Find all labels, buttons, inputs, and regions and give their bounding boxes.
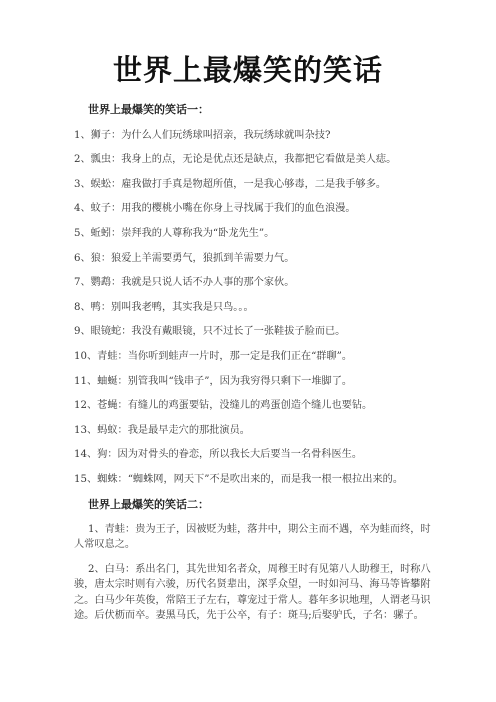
list-item: 12、苍蝇：有缝儿的鸡蛋要钻，没缝儿的鸡蛋创造个缝儿也要钻。 (74, 400, 373, 412)
list-item: 2、瓢虫：我身上的点，无论是优点还是缺点，我都把它看做是美人痣。 (74, 154, 397, 166)
list-item: 10、青蛙：当你听到蛙声一片时，那一定是我们正在“群聊”。 (74, 350, 353, 362)
list-item: 14、狗：因为对骨头的眷恋，所以我长大后要当一名骨科医生。 (74, 449, 363, 461)
list-item: 3、蜈蚣：雇我做打手真是物超所值，一是我心够毒，二是我手够多。 (74, 178, 387, 190)
list-item: 6、狼：狼爱上羊需要勇气，狼抓到羊需要力气。 (74, 252, 295, 264)
list-item: 1、狮子：为什么人们玩绣球叫招亲，我玩绣球就叫杂技? (74, 129, 331, 141)
list-item: 7、鹦鹉：我就是只说人话不办人事的那个家伙。 (74, 277, 295, 289)
list-item: 15、蜘蛛：“蜘蛛网，网天下”不是吹出来的，而是我一根一根拉出来的。 (74, 473, 404, 485)
document-title: 世界上最爆笑的笑话 (112, 53, 383, 87)
section-heading-1: 世界上最爆笑的笑话一： (88, 103, 209, 116)
list-item: 4、蚊子：用我的樱桃小嘴在你身上寻找属于我们的血色浪漫。 (74, 203, 356, 215)
list-item: 5、蚯蚓：崇拜我的人尊称我为“卧龙先生”。 (74, 227, 275, 239)
list-item: 9、眼镜蛇：我没有戴眼镜，只不过长了一张鞋拔子脸而已。 (74, 326, 346, 338)
section-heading-2: 世界上最爆笑的笑话二： (88, 497, 209, 511)
list-item: 8、鸭：别叫我老鸭，其实我是只鸟。。。 (74, 301, 254, 313)
paragraph: 2、白马：系出名门，其先世知名者众，周穆王时有见第八人助穆王，时称八骏，唐太宗时则有六骏，历代名贤辈出，深孚众望，一时如河马、海马等皆攀附之。白马少年英俊，常陪王子左右，尊宠过于常人。暮年多识地理，人谓老马识途。后伏枥而卒。妻黑马氏，先于公卒，有子：斑马;后娶驴氏，子名：骡子。 (74, 563, 431, 622)
list-item: 13、蚂蚁：我是最早走穴的那批演员。 (74, 424, 250, 436)
joke-list-1 (74, 129, 436, 487)
paragraph: 1、青蛙：贵为王子，因被贬为蛙，落井中，期公主而不遇，卒为蛙而终，时人常叹息之。 (74, 523, 431, 551)
list-item: 11、蚰蜒：别管我叫“钱串子”，因为我穷得只剩下一堆脚了。 (74, 375, 353, 387)
